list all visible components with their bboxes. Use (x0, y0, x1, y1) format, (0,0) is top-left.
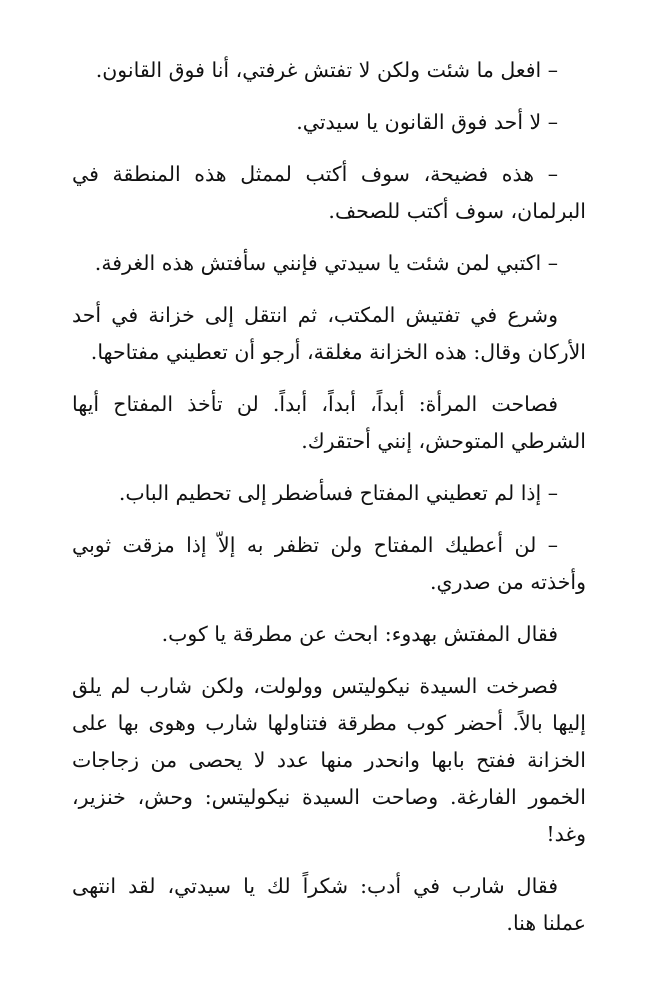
narrative-paragraph: وشرع في تفتيش المكتب، ثم انتقل إلى خزانة في أحد الأركان وقال: هذه الخزانة مغلقة، أرجو أن تعطيني مفتاحها. (72, 303, 586, 364)
book-page (72, 52, 586, 942)
dialogue-line: – إذا لم تعطيني المفتاح فسأضطر إلى تحطيم الباب. (118, 481, 558, 505)
dialogue-line: – لن أعطيك المفتاح ولن تظفر به إلاّ إذا مزقت ثوبي وأخذته من صدري. (72, 533, 586, 594)
narrative-paragraph: فقال شارب في أدب: شكراً لك يا سيدتي، لقد انتهى عملنا هنا. (72, 874, 586, 935)
narrative-paragraph: فصاحت المرأة: أبداً، أبداً، أبداً. لن تأخذ المفتاح أيها الشرطي المتوحش، إنني أحتقرك. (72, 392, 586, 453)
dialogue-line: – اكتبي لمن شئت يا سيدتي فإنني سأفتش هذه الغرفة. (94, 251, 558, 275)
narrative-paragraph: فقال المفتش بهدوء: ابحث عن مطرقة يا كوب. (161, 622, 558, 646)
dialogue-line: – افعل ما شئت ولكن لا تفتش غرفتي، أنا فوق القانون. (95, 58, 558, 82)
dialogue-line: – هذه فضيحة، سوف أكتب لممثل هذه المنطقة في البرلمان، سوف أكتب للصحف. (72, 162, 586, 223)
dialogue-line: – لا أحد فوق القانون يا سيدتي. (296, 110, 558, 134)
narrative-paragraph: فصرخت السيدة نيكوليتس وولولت، ولكن شارب لم يلق إليها بالاً. أحضر كوب مطرقة فتناولها شارب وهوى بها على الخزانة ففتح بابها وانحدر منها عدد لا يحصى من زجاجات الخمور الفارغة. وصاحت السيدة نيكوليتس: وحش، خنزير، وغد! (72, 674, 586, 846)
